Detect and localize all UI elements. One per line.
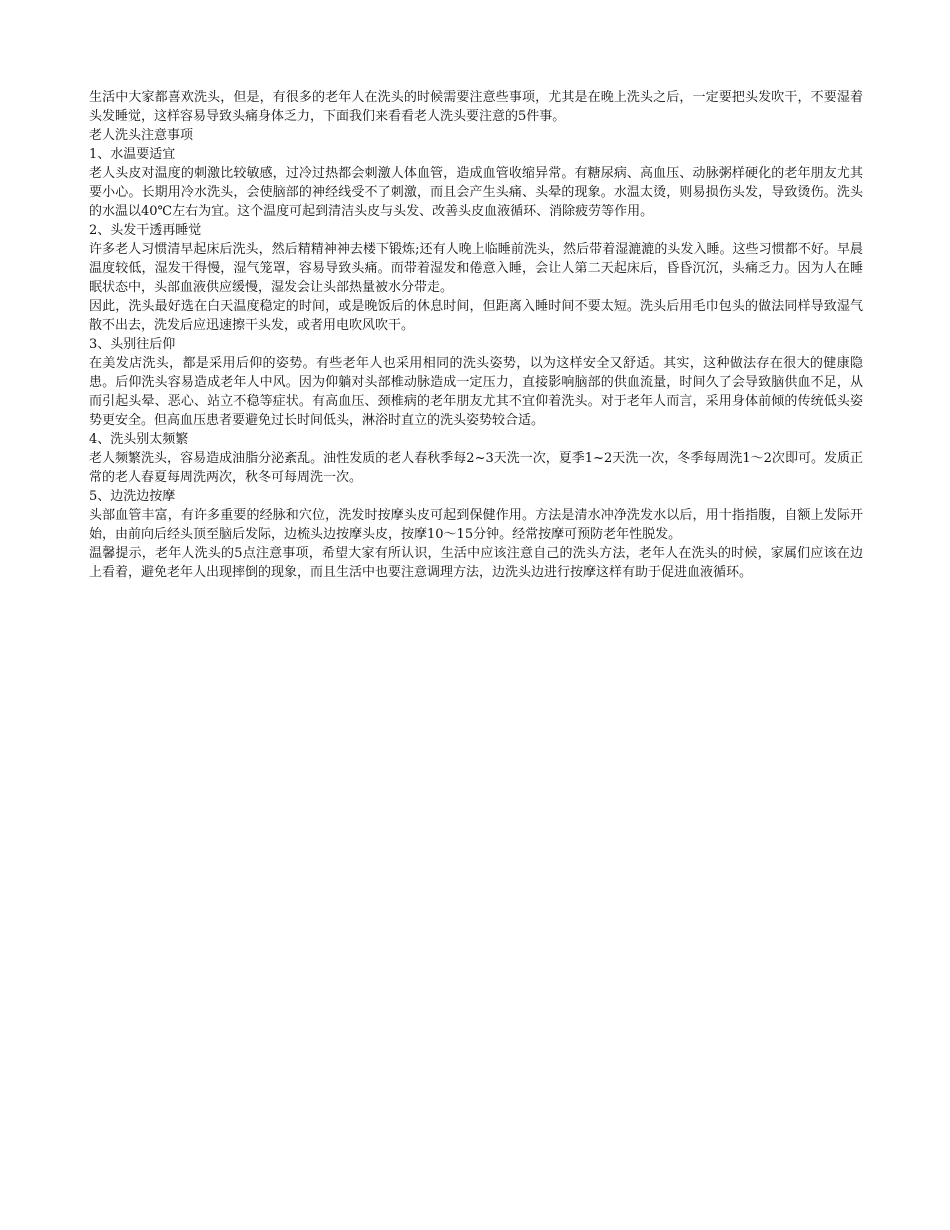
section-heading-water-temperature: 1、水温要适宜: [89, 147, 176, 162]
article-body: [89, 88, 863, 582]
section-paragraph: 在美发店洗头，都是采用后仰的姿势。有些老年人也采用相同的洗头姿势，以为这样安全又舒适。其实，这种做法存在很大的健康隐患。后仰洗头容易造成老年人中风。因为仰躺对头部椎动脉造成一定压力，直接影响脑部的供血流量，时间久了会导致脑供血不足，从而引起头晕、恶心、站立不稳等症状。有高血压、颈椎病的老年朋友尤其不宜仰着洗头。对于老年人而言，采用身体前倾的传统低头姿势更安全。但高血压患者要避免过长时间低头，淋浴时直立的洗头姿势较合适。: [89, 356, 863, 428]
section-heading-head-back: 3、头别往后仰: [89, 337, 176, 352]
article-title: 老人洗头注意事项: [89, 128, 194, 143]
section-heading-massage: 5、边洗边按摩: [89, 489, 176, 504]
section-paragraph: 老人头皮对温度的刺激比较敏感，过冷过热都会刺激人体血管，造成血管收缩异常。有糖尿病、高血压、动脉粥样硬化的老年朋友尤其要小心。长期用冷水洗头，会使脑部的神经线受不了刺激，而且会产生头痛、头晕的现象。水温太烫，则易损伤头发，导致烫伤。洗头的水温以40℃左右为宜。这个温度可起到清洁头皮与头发、改善头皮血液循环、消除疲劳等作用。: [89, 166, 863, 219]
section-paragraph: 因此，洗头最好选在白天温度稳定的时间，或是晚饭后的休息时间，但距离入睡时间不要太短。洗头后用毛巾包头的做法同样导致湿气散不出去，洗发后应迅速擦干头发，或者用电吹风吹干。: [89, 299, 863, 333]
section-paragraph: 头部血管丰富，有许多重要的经脉和穴位，洗发时按摩头皮可起到保健作用。方法是清水冲净洗发水以后，用十指指腹，自额上发际开始，由前向后经头顶至脑后发际，边梳头边按摩头皮，按摩10～15分钟。经常按摩可预防老年性脱发。: [89, 508, 863, 542]
intro-paragraph: 生活中大家都喜欢洗头，但是，有很多的老年人在洗头的时候需要注意些事项，尤其是在晚上洗头之后，一定要把头发吹干，不要湿着头发睡觉，这样容易导致头痛身体乏力，下面我们来看看老人洗头要注意的5件事。: [89, 90, 863, 124]
closing-paragraph: 温馨提示，老年人洗头的5点注意事项，希望大家有所认识，生活中应该注意自己的洗头方法，老年人在洗头的时候，家属们应该在边上看着，避免老年人出现摔倒的现象，而且生活中也要注意调理方法，边洗头边进行按摩这样有助于促进血液循环。: [89, 546, 863, 580]
section-paragraph: 许多老人习惯清早起床后洗头，然后精精神神去楼下锻炼;还有人晚上临睡前洗头，然后带着湿漉漉的头发入睡。这些习惯都不好。早晨温度较低，湿发干得慢，湿气笼罩，容易导致头痛。而带着湿发和倦意入睡，会让人第二天起床后，昏昏沉沉，头痛乏力。因为人在睡眠状态中，头部血液供应缓慢，湿发会让头部热量被水分带走。: [89, 242, 863, 295]
section-heading-dry-hair: 2、头发干透再睡觉: [89, 223, 202, 238]
section-paragraph: 老人频繁洗头，容易造成油脂分泌紊乱。油性发质的老人春秋季每2~3天洗一次，夏季1~2天洗一次，冬季每周洗1～2次即可。发质正常的老人春夏每周洗两次，秋冬可每周洗一次。: [89, 451, 863, 485]
section-heading-frequency: 4、洗头别太频繁: [89, 432, 189, 447]
